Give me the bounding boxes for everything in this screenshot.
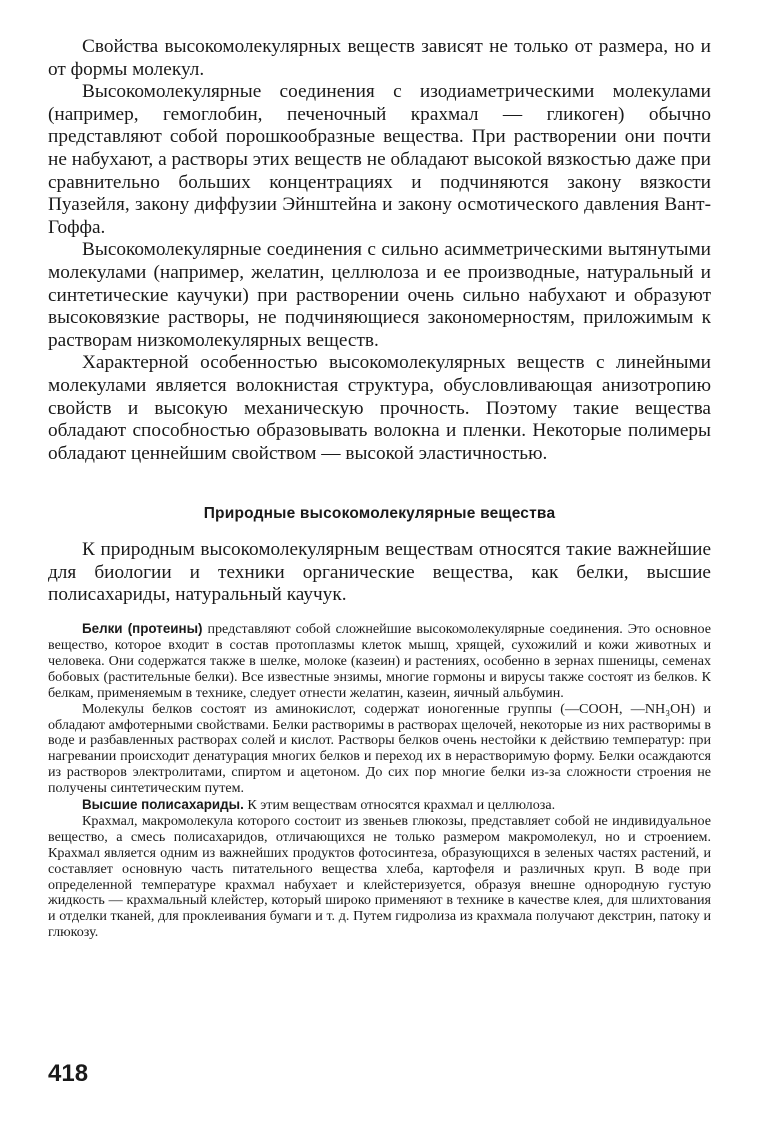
section-heading: Природные высокомолекулярные вещества	[203, 505, 556, 523]
paragraph-protein-molecules: Молекулы белков состоят из аминокислот, содержат ионогенные группы (—COOH, —NH₃OH) и обладают амфотерными свойствами. Белки растворимы в растворах щелочей, некоторые из них растворимы в воде и разбавленных растворах солей и кислот. Растворы белков очень нестойки к действию температур: при нагревании происходит денатурация многих белков и переход их в нерастворимую форму. Белки осаждаются из растворов электролитами, спиртом и ацетоном. До сих пор многие белки из-за сложности строения не получены синтетическим путем.	[48, 700, 711, 797]
polysaccharides-text: К этим веществам относятся крахмал и целлюлоза.	[243, 797, 556, 814]
section-intro: К природным высокомолекулярным веществам относятся такие важнейшие для биологии и техники органические вещества, как белки, высшие полисахариды, натуральный каучук.	[48, 539, 711, 606]
paragraph-linear-molecules: Характерной особенностью высокомолекулярных веществ с линейными молекулами является волокнистая структура, обусловливающая анизотропию свойств и высокую механическую прочность. Поэтому такие вещества обладают способностью образовывать волокна и пленки. Некоторые полимеры обладают ценнейшим свойством — высокой эластичностью.	[48, 352, 711, 464]
paragraph-polysaccharides	[48, 797, 711, 814]
proteins-text: представляют собой сложнейшие высокомолекулярные соединения. Это основное вещество, которое входит в состав протоплазмы клеток мышц, хрящей, сухожилий и кожи животных и человека. Они содержатся также в шелке, молоке (казеин) и растениях, особенно в зернах пшеницы, семенах бобовых (растительные белки). Все известные энзимы, многие гормоны и вирусы также состоят из белков. К белкам, применяемым в технике, следует отнести желатин, казеин, яичный альбумин.	[48, 621, 711, 701]
term-polysaccharides: Высшие полисахариды.	[82, 797, 244, 813]
term-proteins: Белки (протеины)	[82, 621, 203, 637]
paragraph-form-dependence: Свойства высокомолекулярных веществ зависят не только от размера, но и от формы молекул.	[48, 36, 711, 80]
paragraph-isodiametric: Высокомолекулярные соединения с изодиаметрическими молекулами (например, гемоглобин, печеночный крахмал — гликоген) обычно представляют собой порошкообразные вещества. При растворении они почти не набухают, а растворы этих веществ не обладают высокой вязкостью даже при сравнительно больших концентрациях и подчиняются закону вязкости Пуазейля, закону диффузии Эйнштейна и закону осмотического давления Вант-Гоффа.	[48, 81, 711, 238]
paragraph-proteins	[48, 621, 711, 702]
page-body	[48, 36, 711, 941]
paragraph-starch: Крахмал, макромолекула которого состоит из звеньев глюкозы, представляет собой не индивидуальное вещество, а смесь полисахаридов, отличающихся не только размером макромолекул, но и строением. Крахмал является одним из важнейших продуктов фотосинтеза, образующихся в зеленых частях растений, и составляет основную часть питательного вещества хлеба, картофеля и различных круп. В воде при определенной температуре крахмал набухает и клейстеризуется, образуя внешне однородную густую жидкость — крахмальный клейстер, который широко применяют в технике в качестве клея, для шлихтования и отделки тканей, для проклеивания бумаги и т. д. Путем гидролиза из крахмала получают декстрин, патоку и глюкозу.	[48, 812, 711, 941]
page-number: 418	[48, 1060, 89, 1087]
paragraph-asymmetric: Высокомолекулярные соединения с сильно асимметрическими вытянутыми молекулами (например, желатин, целлюлоза и ее производные, натуральный и синтетические каучуки) при растворении очень сильно набухают и образуют высоковязкие растворы, не подчиняющиеся закономерностям, приложимым к растворам низкомолекулярных веществ.	[48, 239, 711, 351]
